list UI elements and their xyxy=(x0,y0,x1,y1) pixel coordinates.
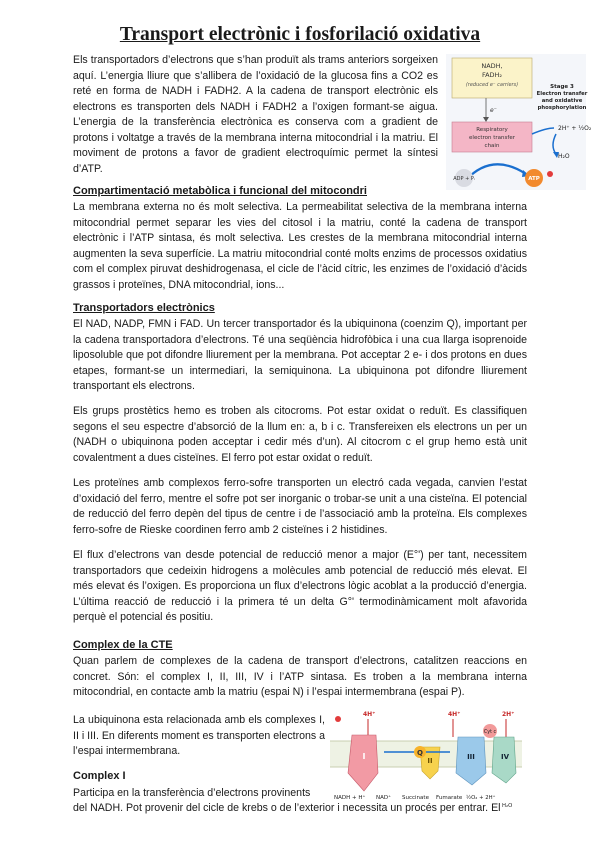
fig2-nadh: NADH + H⁺ xyxy=(334,795,366,801)
fig1-stage-title: Stage 3 xyxy=(550,84,574,90)
paragraph-complex-i-2: del NADH. Pot provenir del cicle de krebs o de l’exterior i necessita un procés per entrar. El xyxy=(73,802,501,814)
fig2-complex-iii: III xyxy=(467,753,475,761)
fig1-adp: ADP + Pᵢ xyxy=(453,176,475,182)
paragraph-complex-cte: Quan parlem de complexes de la cadena de transport d’electrons, catalitzen reaccions en concret. Són: el complex I, II, III, IV i l’ATP sintasa. Es troben a la membrana interna mitocondrial, en contacte amb la matriu (espai N) i l’espai intermembrana (espai P). xyxy=(73,655,527,698)
paragraph-transportadors-2: Els grups prostètics hemo es troben als citocroms. Pot estar oxidat o reduït. Es classifiquen segons el seu espectre d’absorció de la llum en: a, b i c. Transfereixen els electrons un per un (NADH o ubiquinona poden acceptar i cedir més d’un). Al citocrom c el grup hemo està unit covalentment a dues cisteïnes. El ferro pot estar oxidat o reduït. xyxy=(73,405,527,464)
fig1-water: H₂O xyxy=(558,153,570,160)
section-heading-complex-i: Complex I xyxy=(73,770,126,782)
fig2-q: Q xyxy=(417,749,423,757)
intro-paragraph: Els transportadors d’electrons que s’han produït als trams anteriors sorgeixen aquí. L’energia lliure que s’allibera de l’oxidació de la glucosa fins a CO2 es reté en forma de NADH i FADH2. A la cadena de transport electrònic els electrons es transporten dels NADH i FADH2 a l’oxigen formant-se aigua. L’energia de la transferència electrònica es conserva com a gradient de protons i voltatge a través de la membrana interna mitocondrial i la matriu. El moviment de protons a favor de gradient electroquímic permet la síntesi d’ATP. xyxy=(73,54,438,175)
fig2-h2o: H₂O xyxy=(502,803,513,809)
fig1-fadh: FADH₂ xyxy=(481,71,503,79)
electron-transfer-stage-figure xyxy=(446,54,592,190)
fig1-chain-3: chain xyxy=(484,143,500,149)
fig1-stage-l2: and oxidative xyxy=(541,98,583,104)
fig1-nadh: NADH, xyxy=(481,62,503,70)
paragraph-compartimentacio: La membrana externa no és molt selectiva. La permeabilitat selectiva de la membrana interna mitocondrial permet separar les vies del citosol i la matriu, conté la cadena de transport electrònic i l’ATP sintasa, és molt selectiva. Les crestes de la membrana mitocondrial interna augmenten la seva superfície. La matriu mitocondrial conté molts enzims de processos oxidatius com el complex piruvat deshidrogenasa, el cicle de l’àcid cítric, les enzimes de l’oxidació d’àcids grassos i proteïnes, DNA mitocondrial, ions... xyxy=(73,201,527,291)
fig2-complex-iv: IV xyxy=(500,753,510,761)
fig1-stage-l1: Electron transfer xyxy=(536,91,588,97)
paragraph-ubiquinona: La ubiquinona esta relacionada amb els complexes I, II i III. En diferents moment es transporten electrons a l’espai intermembrana. xyxy=(73,714,326,757)
fig1-reduced: (reduced e⁻ carriers) xyxy=(465,82,519,88)
fig1-chain-1: Respiratory xyxy=(476,127,508,133)
paragraph-transportadors-3: Les proteïnes amb complexos ferro-sofre transporten un electró cada vegada, canvien l’estat d’oxidació del ferro, mentre el sofre pot ser inorganic o trobar-se unit a una cisteïna. El potencial de reducció del ferro depèn del tipus de centre i de l’associació amb la proteïna. Els complexes ferro-sofre de Rieske coordinen ferro amb 2 cisteïnes i 2 histidines. xyxy=(73,477,527,536)
page-title: Transport electrònic i fosforilació oxidativa xyxy=(119,24,481,45)
fig2-h4a: 4H⁺ xyxy=(363,711,376,718)
fig1-oxygen: 2H⁺ + ½O₂ xyxy=(558,125,592,132)
fig2-fumarate: Fumarate xyxy=(436,795,463,801)
section-heading-transportadors: Transportadors electrònics xyxy=(73,302,215,314)
paragraph-transportadors-1: El NAD, NADP, FMN i FAD. Un tercer transportador és la ubiquinona (coenzim Q), important per la cadena transportadora d’electrons. Té una seqüència hidrofòbica i una cua llarga isoprenoide liposoluble que pot difondre lliurement per la membrana. Pot acceptar 2 e- i dos protons en dues etapes, formant-se un intermediari, la semiquinona. La ubiquinona pot difondre lliurement transportant els electrons. xyxy=(73,318,527,392)
fig2-o2: ½O₂ + 2H⁺ xyxy=(466,795,496,801)
fig2-h4b: 4H⁺ xyxy=(448,711,461,718)
fig1-electron: e⁻ xyxy=(490,107,497,114)
paragraph-transportadors-4: El flux d’electrons van desde potencial de reducció menor a major (E°') per tant, necessitem transportadors que cedeixin hidrogens a molècules amb potencial de reducció més elevat. El més elevat és l’oxigen. Es proporciona un flux d’electrons lògic acoblat a la producció d’energia. L’última reacció de reducció i la primera té un delta G°' termodinàmicament molt afavorida perquè el potencial és positiu. xyxy=(73,549,527,623)
section-heading-compartimentacio: Compartimentació metabòlica i funcional del mitocondri xyxy=(73,185,367,197)
electron-transport-chain-figure xyxy=(330,707,522,809)
fig2-succinate: Succinate xyxy=(402,795,429,801)
fig2-h2: 2H⁺ xyxy=(502,711,515,718)
fig2-complex-ii: II xyxy=(427,757,433,765)
paragraph-complex-i-1: Participa en la transferència d’electrons provinents xyxy=(73,787,311,799)
fig1-stage-l3: phosphorylation xyxy=(537,105,587,111)
section-heading-complex-cte: Complex de la CTE xyxy=(73,639,173,651)
fig1-chain-2: electron transfer xyxy=(469,135,515,141)
fig2-complex-i: I xyxy=(362,752,366,761)
fig1-atp: ATP xyxy=(528,176,540,182)
fig2-nad: NAD⁺ xyxy=(376,795,392,801)
fig2-cytc: Cyt c xyxy=(483,730,497,735)
